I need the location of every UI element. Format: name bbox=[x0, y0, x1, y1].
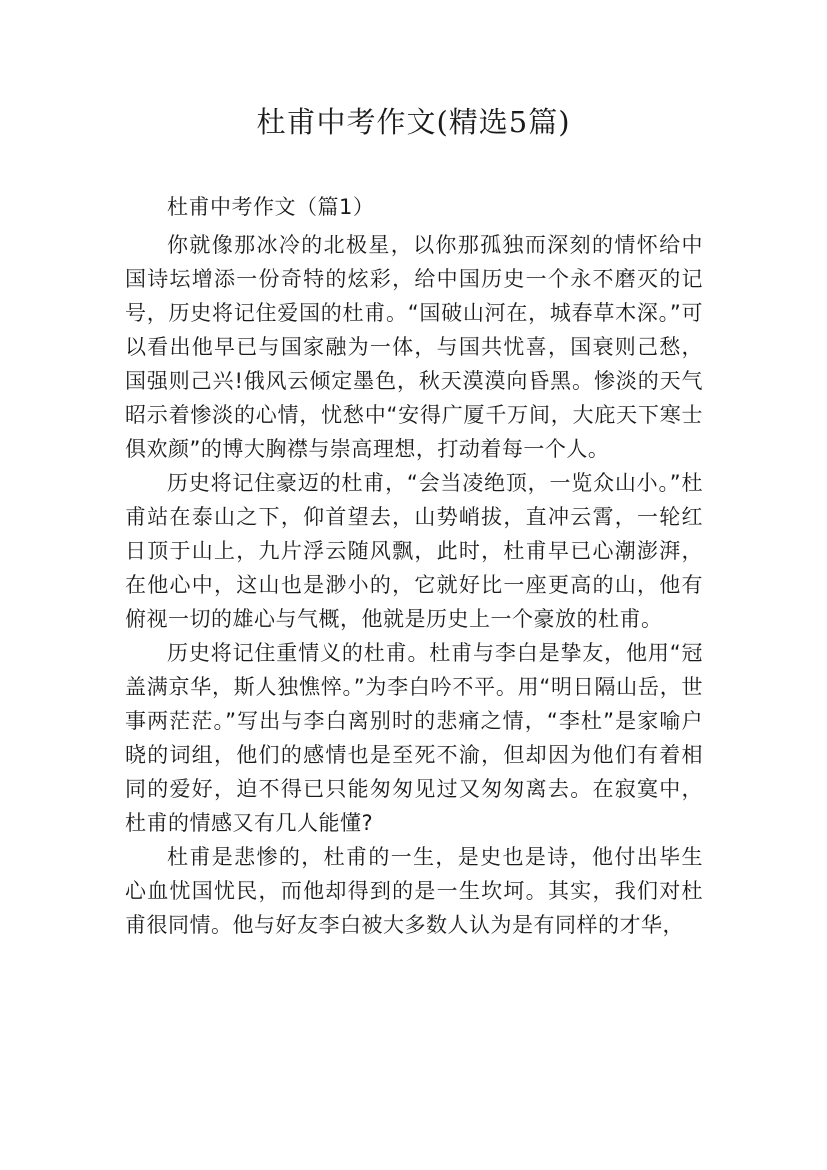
document-body bbox=[125, 190, 703, 942]
paragraph-3: 历史将记住重情义的杜甫。杜甫与李白是挚友，他用“冠盖满京华，斯人独憔悴。”为李白吟不平。用“明日隔山岳，世事两茫茫。”写出与李白离别时的悲痛之情，“李杜”是家喻户晓的词组，他们的感情也是至死不渝，但却因为他们有着相同的爱好，迫不得已只能匆匆见过又匆匆离去。在寂寞中，杜甫的情感又有几人能懂? bbox=[125, 641, 703, 835]
paragraph-4: 杜甫是悲惨的，杜甫的一生，是史也是诗，他付出毕生心血忧国忧民，而他却得到的是一生坎坷。其实，我们对杜甫很同情。他与好友李白被大多数人认为是有同样的才华， bbox=[125, 845, 703, 937]
paragraph-2: 历史将记住豪迈的杜甫，“会当凌绝顶，一览众山小。”杜甫站在泰山之下，仰首望去，山势峭拔，直冲云霄，一轮红日顶于山上，九片浮云随风飘，此时，杜甫早已心潮澎湃，在他心中，这山也是渺小的，它就好比一座更高的山，他有俯视一切的雄心与气概，他就是历史上一个豪放的杜甫。 bbox=[125, 471, 703, 631]
paragraph-1: 你就像那冰冷的北极星，以你那孤独而深刻的情怀给中国诗坛增添一份奇特的炫彩，给中国历史一个永不磨灭的记号，历史将记住爱国的杜甫。“国破山河在，城春草木深。”可以看出他早已与国家融为一体，与国共忧喜，国衰则己愁，国强则己兴!俄风云倾定墨色，秋天漠漠向昏黑。惨淡的天气昭示着惨淡的心情，忧愁中“安得广厦千万间，大庇天下寒士俱欢颜”的博大胸襟与崇高理想，打动着每一个人。 bbox=[125, 233, 703, 461]
section-heading: 杜甫中考作文（篇1） bbox=[167, 195, 375, 219]
document-title: 杜甫中考作文(精选5篇) bbox=[256, 105, 571, 139]
